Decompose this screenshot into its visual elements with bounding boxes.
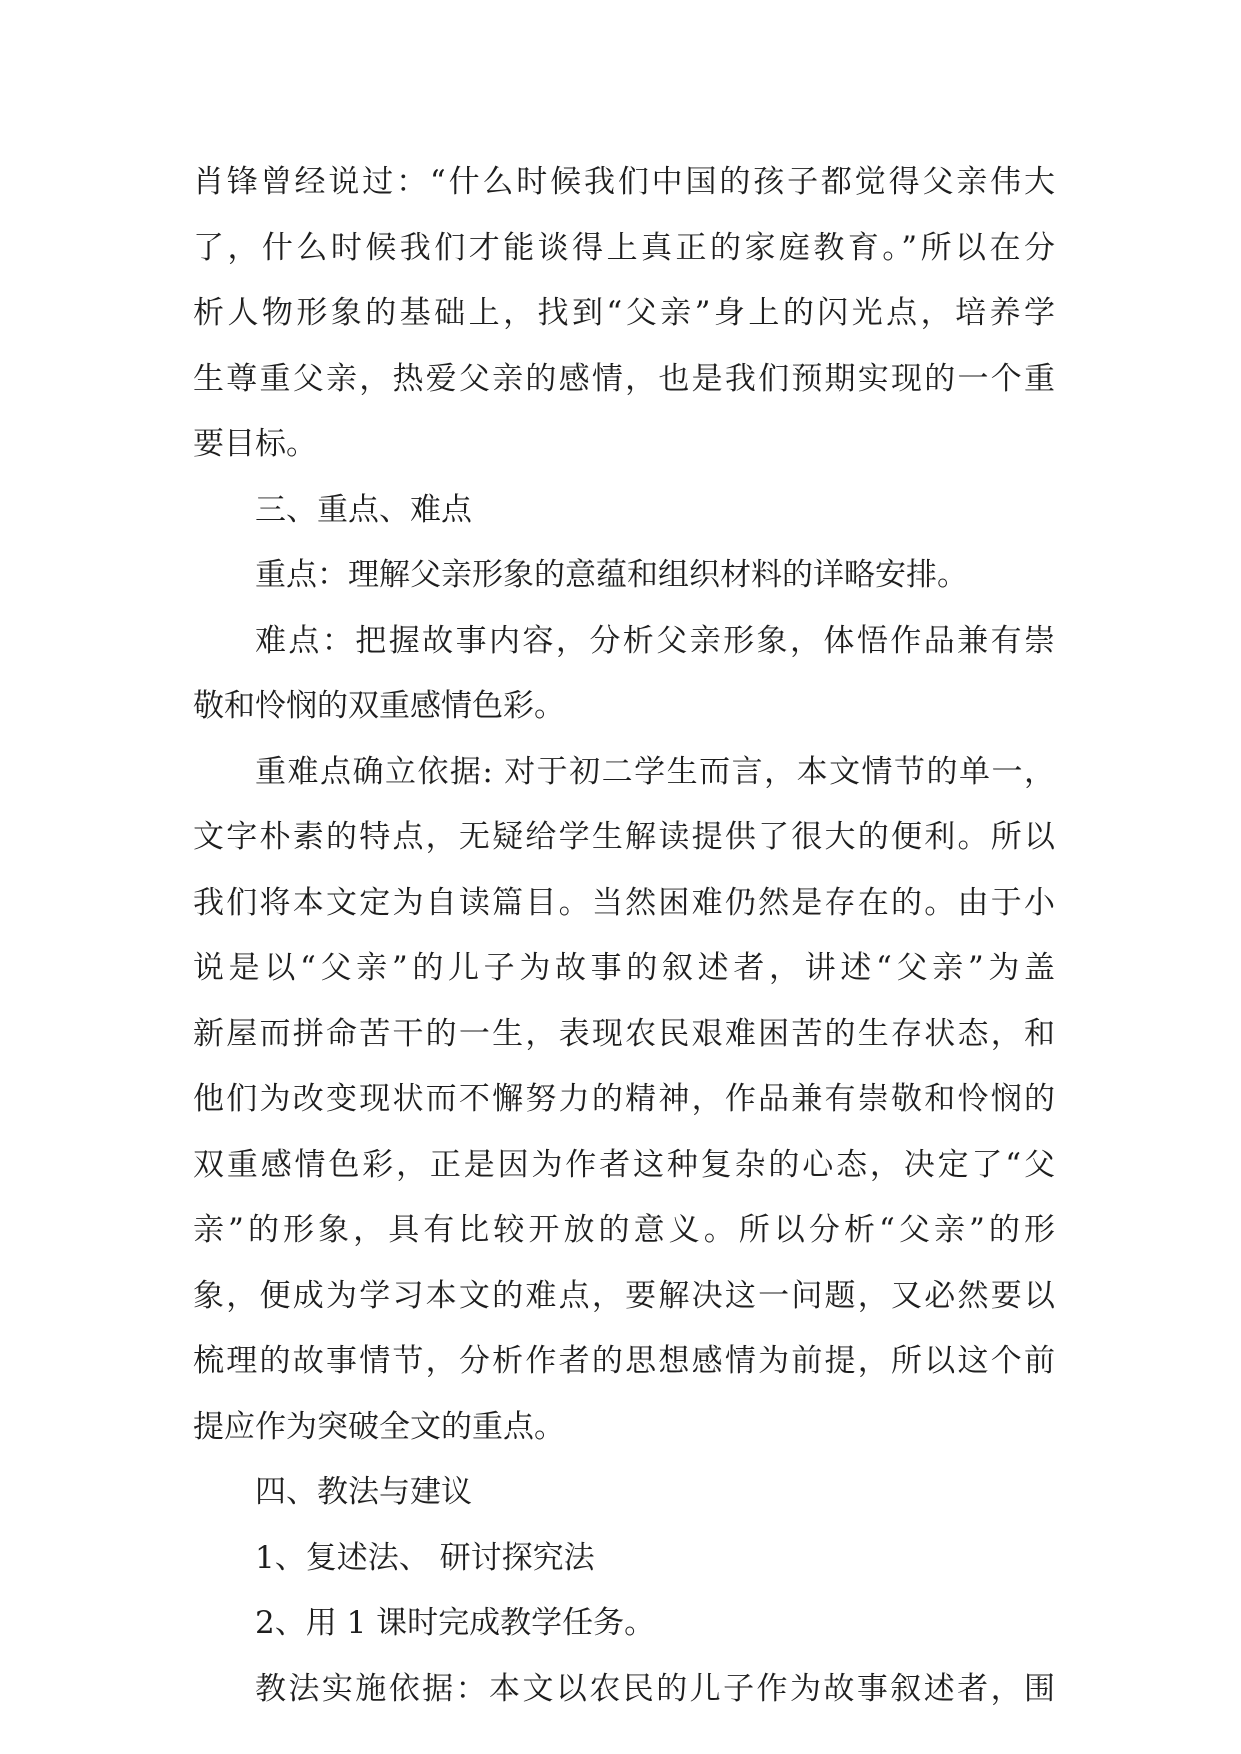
paragraph-line: 析人物形象的基础上，找到“父亲”身上的闪光点，培养学 xyxy=(193,295,1055,331)
paragraph-line: 我们将本文定为自读篇目。当然困难仍然是存在的。由于小 xyxy=(193,884,1055,921)
paragraph-line: 难点：把握故事内容，分析父亲形象，体悟作品兼有崇 xyxy=(255,622,1055,659)
section-heading: 四、教法与建议 xyxy=(255,1474,472,1510)
paragraph-line: 双重感情色彩，正是因为作者这种复杂的心态，决定了“父 xyxy=(193,1146,1055,1183)
section-heading: 三、重点、难点 xyxy=(255,491,472,528)
paragraph-line: 亲”的形象，具有比较开放的意义。所以分析“父亲”的形 xyxy=(193,1212,1055,1248)
paragraph-line: 提应作为突破全文的重点。 xyxy=(193,1408,565,1445)
paragraph-line: 生尊重父亲，热爱父亲的感情，也是我们预期实现的一个重 xyxy=(193,360,1055,397)
paragraph-line: 敬和怜悯的双重感情色彩。 xyxy=(193,688,565,724)
document-page xyxy=(193,150,1055,1722)
list-item: 2、用 1 课时完成教学任务。 xyxy=(255,1605,656,1641)
paragraph-line: 文字朴素的特点，无疑给学生解读提供了很大的便利。所以 xyxy=(193,819,1055,855)
list-item: 1、复述法、 研讨探究法 xyxy=(255,1539,595,1576)
paragraph-line: 重点：理解父亲形象的意蕴和组织材料的详略安排。 xyxy=(255,557,968,593)
paragraph-line: 肖锋曾经说过：“什么时候我们中国的孩子都觉得父亲伟大 xyxy=(193,164,1055,200)
paragraph-line: 梳理的故事情节，分析作者的思想感情为前提，所以这个前 xyxy=(193,1343,1055,1379)
paragraph-line: 象，便成为学习本文的难点，要解决这一问题，又必然要以 xyxy=(193,1277,1055,1314)
paragraph-line: 了，什么时候我们才能谈得上真正的家庭教育。”所以在分 xyxy=(193,229,1055,266)
paragraph-line: 新屋而拼命苦干的一生，表现农民艰难困苦的生存状态，和 xyxy=(193,1015,1055,1052)
paragraph-line: 他们为改变现状而不懈努力的精神，作品兼有崇敬和怜悯的 xyxy=(193,1081,1055,1117)
paragraph-line: 要目标。 xyxy=(193,426,317,462)
paragraph-line: 教法实施依据：本文以农民的儿子作为故事叙述者，围 xyxy=(255,1670,1055,1707)
paragraph-line: 重难点确立依据: 对于初二学生而言，本文情节的单一， xyxy=(255,753,1055,790)
paragraph-line: 说是以“父亲”的儿子为故事的叙述者，讲述“父亲”为盖 xyxy=(193,950,1055,986)
